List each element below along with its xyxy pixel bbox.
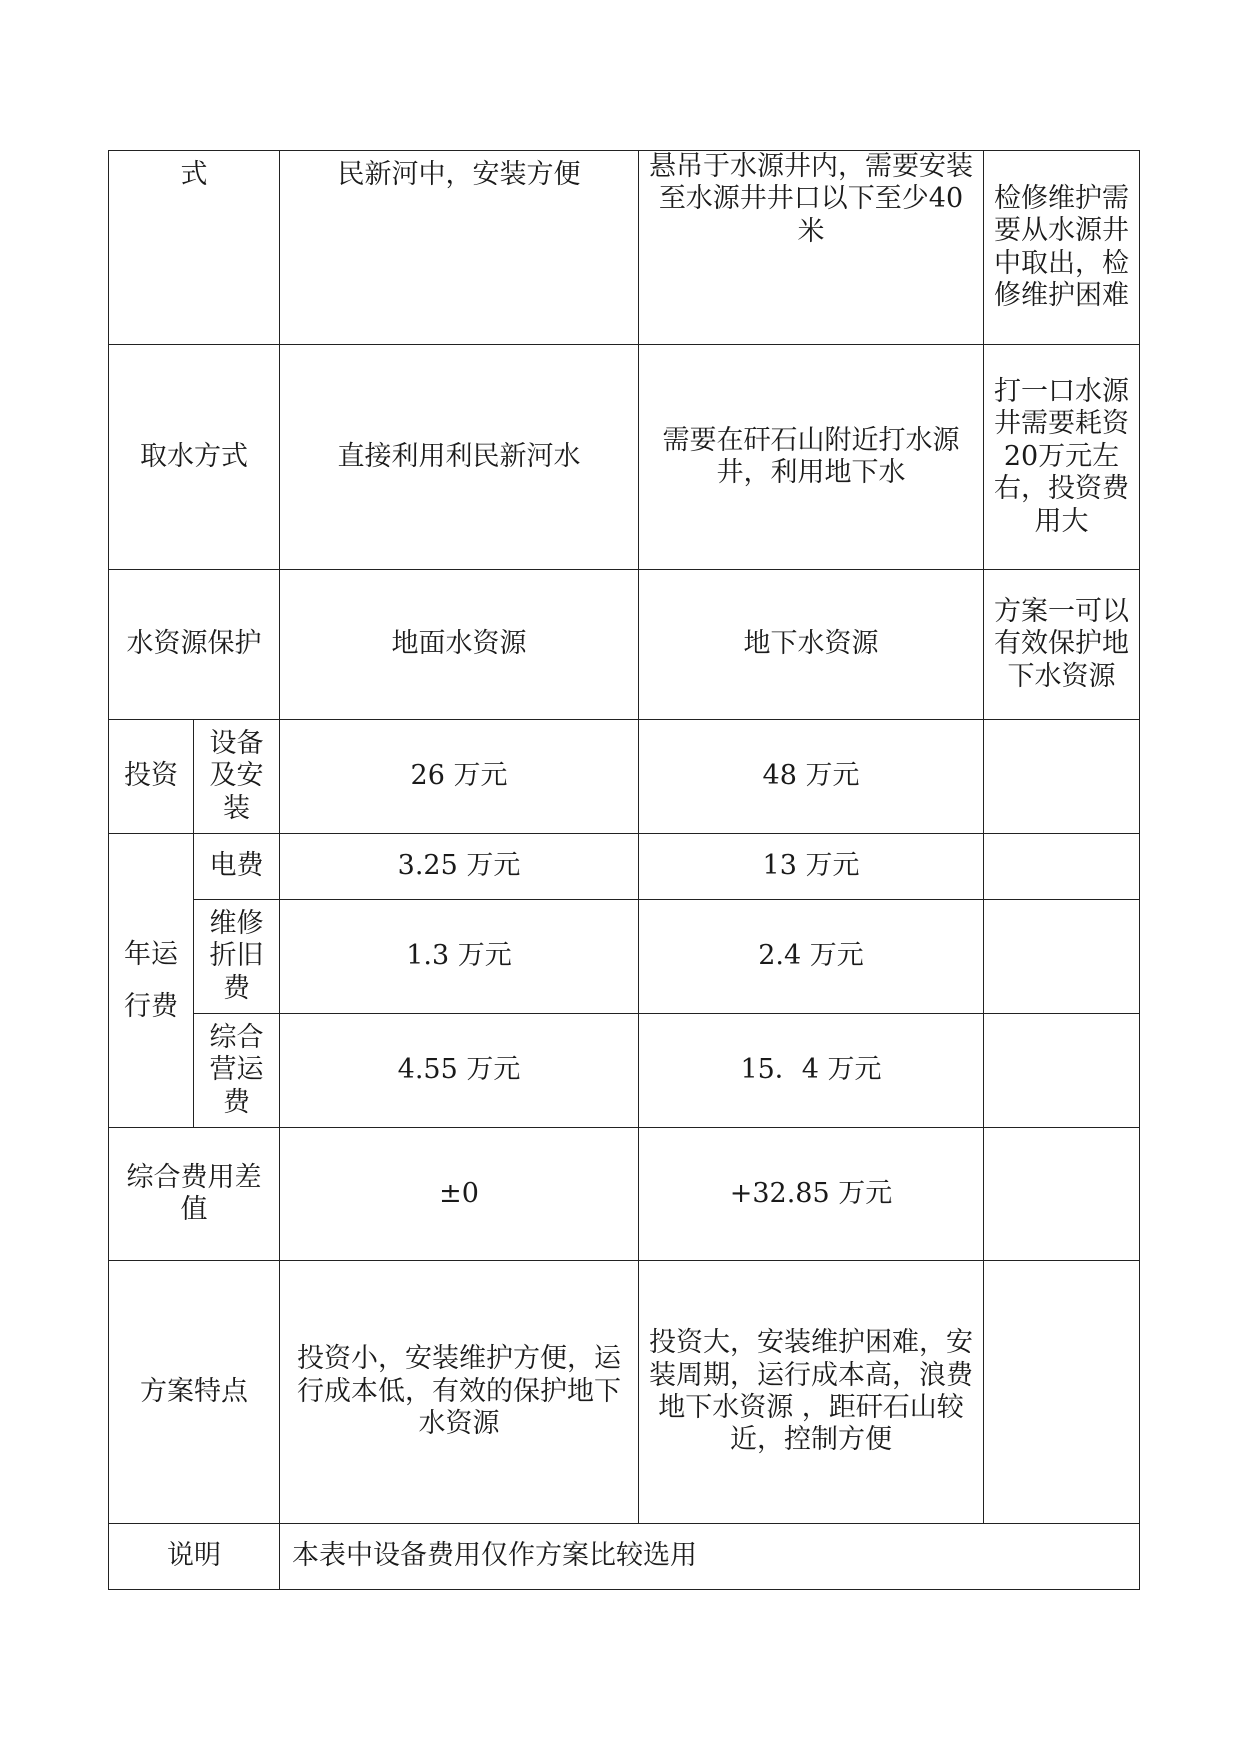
sub-label-equipment: 设备及安装: [194, 720, 280, 834]
cell-total-operating-note: [984, 1014, 1140, 1128]
sub-label-total-operating: 综合营运费: [194, 1014, 280, 1128]
row-install: [109, 151, 1140, 345]
row-investment: [109, 720, 1140, 834]
cell-electricity-note: [984, 834, 1140, 900]
cell-maintenance-note: [984, 900, 1140, 1014]
row-water-intake: [109, 345, 1140, 570]
cell-investment-a: 26 万元: [280, 720, 639, 834]
cell-protection-a: 地面水资源: [280, 570, 639, 720]
cell-water-intake-note: 打一口水源井需要耗资20万元左右，投资费用大: [984, 345, 1140, 570]
cell-cost-diff-note: [984, 1128, 1140, 1261]
cell-maintenance-a: 1.3 万元: [280, 900, 639, 1014]
cell-protection-b: 地下水资源: [639, 570, 984, 720]
cell-water-intake-a: 直接利用利民新河水: [280, 345, 639, 570]
row-cost-diff: [109, 1128, 1140, 1261]
cell-investment-note: [984, 720, 1140, 834]
row-electricity: [109, 834, 1140, 900]
cell-maintenance-b: 2.4 万元: [639, 900, 984, 1014]
cell-electricity-a: 3.25 万元: [280, 834, 639, 900]
cell-install-a: 民新河中，安装方便: [280, 151, 639, 345]
cell-total-operating-a: 4.55 万元: [280, 1014, 639, 1128]
comparison-table: [108, 150, 1140, 1590]
cell-protection-note: 方案一可以有效保护地下水资源: [984, 570, 1140, 720]
cell-install-b: 悬吊于水源井内，需要安装至水源井井口以下至少40米: [639, 151, 984, 345]
cell-cost-diff-b: +32.85 万元: [639, 1128, 984, 1261]
cell-total-operating-b: 15．4 万元: [639, 1014, 984, 1128]
cell-cost-diff-a: ±0: [280, 1128, 639, 1261]
cell-investment-b: 48 万元: [639, 720, 984, 834]
row-label-water-intake: 取水方式: [109, 345, 280, 570]
row-label-remark: 说明: [109, 1524, 280, 1590]
cell-features-b: 投资大，安装维护困难，安装周期，运行成本高，浪费地下水资源 ，距矸石山较近，控制方便: [639, 1261, 984, 1524]
row-total-operating: [109, 1014, 1140, 1128]
row-label-install: 式: [109, 151, 280, 345]
row-label-cost-diff: 综合费用差值: [109, 1128, 280, 1261]
group-label-investment: 投资: [109, 720, 194, 834]
row-protection: [109, 570, 1140, 720]
cell-install-note: 检修维护需要从水源井中取出，检修维护困难: [984, 151, 1140, 345]
cell-remark-text: 本表中设备费用仅作方案比较选用: [280, 1524, 1140, 1590]
cell-features-a: 投资小，安装维护方便，运行成本低，有效的保护地下水资源: [280, 1261, 639, 1524]
row-label-protection: 水资源保护: [109, 570, 280, 720]
row-features: [109, 1261, 1140, 1524]
cell-electricity-b: 13 万元: [639, 834, 984, 900]
sub-label-maintenance: 维修折旧费: [194, 900, 280, 1014]
sub-label-electricity: 电费: [194, 834, 280, 900]
row-remark: [109, 1524, 1140, 1590]
cell-water-intake-b: 需要在矸石山附近打水源井，利用地下水: [639, 345, 984, 570]
row-maintenance: [109, 900, 1140, 1014]
row-label-features: 方案特点: [109, 1261, 280, 1524]
group-label-annual: 年运行费: [109, 834, 194, 1128]
cell-features-note: [984, 1261, 1140, 1524]
